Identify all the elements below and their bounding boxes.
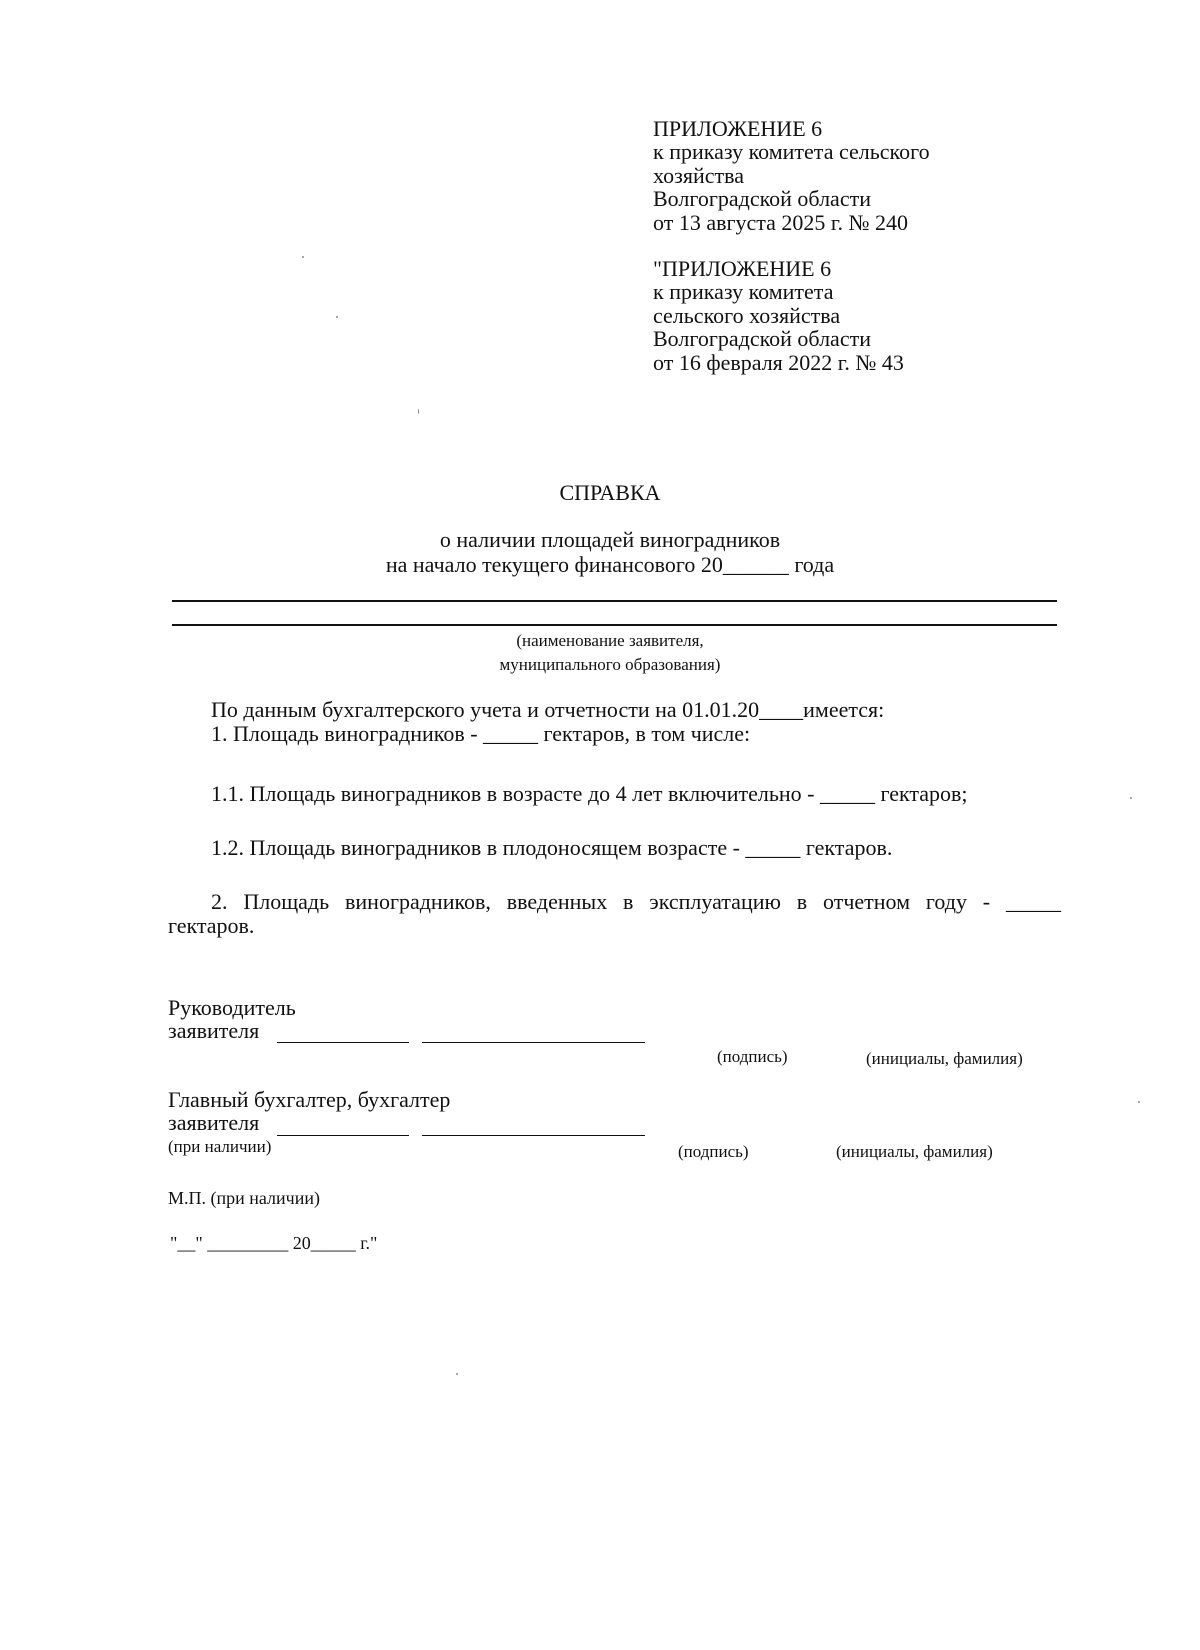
head-label-line-1: Руководитель [168, 995, 296, 1020]
item-2-continuation: гектаров. [168, 913, 255, 938]
chief-accountant-label [168, 1088, 450, 1134]
applicant-caption-line-1: (наименование заявителя, [516, 631, 704, 650]
item-1-1-young-vineyards: 1.1. Площадь виноградников в возрасте до 4 лет включительно - _____ гектаров; [211, 781, 968, 806]
accountant-label-line-1: Главный бухгалтер, бухгалтер [168, 1087, 451, 1112]
scan-speck [1138, 1101, 1140, 1103]
head-name-caption: (инициалы, фамилия) [866, 1049, 1023, 1068]
appendix-original-line: к приказу комитета [653, 279, 834, 305]
applicant-caption-line-2: муниципального образования) [499, 655, 721, 674]
head-label-line-2: заявителя [168, 1018, 260, 1043]
applicant-name-line-1[interactable] [172, 600, 1057, 602]
applicant-caption [0, 629, 1200, 677]
scan-speck [418, 409, 419, 414]
accountant-name-line[interactable] [422, 1135, 645, 1136]
scan-speck [456, 1373, 458, 1375]
document-title: СПРАВКА [559, 480, 661, 505]
appendix-current-order [653, 117, 930, 234]
appendix-current-line: ПРИЛОЖЕНИЕ 6 [653, 116, 823, 141]
item-1-2-fruiting-vineyards: 1.2. Площадь виноградников в плодоносящем возрасте - _____ гектаров. [211, 835, 893, 860]
appendix-current-line: хозяйства [653, 162, 744, 188]
appendix-original-line: "ПРИЛОЖЕНИЕ 6 [653, 256, 832, 281]
item-2-commissioned-vineyards: 2. Площадь виноградников, введенных в эксплуатацию в отчетном году - _____ [211, 889, 1061, 914]
accountant-label-line-2: заявителя [168, 1110, 260, 1135]
appendix-current-line: к приказу комитета сельского [653, 139, 930, 165]
head-signature-line[interactable] [277, 1042, 409, 1043]
subtitle-line-1: о наличии площадей виноградников [439, 527, 781, 552]
appendix-original-line: сельского хозяйства [653, 302, 841, 328]
accounting-data-paragraph: По данным бухгалтерского учета и отчетности на 01.01.20____имеется: [211, 697, 885, 722]
scan-speck [1130, 797, 1132, 799]
head-name-line[interactable] [422, 1042, 645, 1043]
appendix-current-line: от 13 августа 2025 г. № 240 [653, 209, 908, 235]
appendix-original-line: от 16 февраля 2022 г. № 43 [653, 349, 904, 375]
subtitle-line-2: на начало текущего финансового 20______ года [385, 552, 835, 577]
accountant-if-present-caption: (при наличии) [168, 1137, 272, 1156]
stamp-place: М.П. (при наличии) [168, 1188, 320, 1208]
appendix-original-order [653, 257, 904, 374]
item-1-total-area: 1. Площадь виноградников - _____ гектаров, в том числе: [211, 721, 751, 746]
appendix-current-line: Волгоградской области [653, 186, 871, 212]
applicant-name-line-2[interactable] [172, 624, 1057, 626]
scan-speck [302, 256, 304, 258]
head-of-applicant-label [168, 996, 296, 1042]
accountant-signature-line[interactable] [277, 1135, 409, 1136]
document-subtitle [0, 527, 1200, 577]
head-signature-caption: (подпись) [717, 1047, 788, 1066]
accountant-signature-caption: (подпись) [678, 1142, 749, 1161]
appendix-original-line: Волгоградской области [653, 326, 871, 352]
scan-speck [336, 316, 338, 318]
date-line[interactable]: "__" _________ 20_____ г." [170, 1233, 378, 1253]
accountant-name-caption: (инициалы, фамилия) [836, 1142, 993, 1161]
